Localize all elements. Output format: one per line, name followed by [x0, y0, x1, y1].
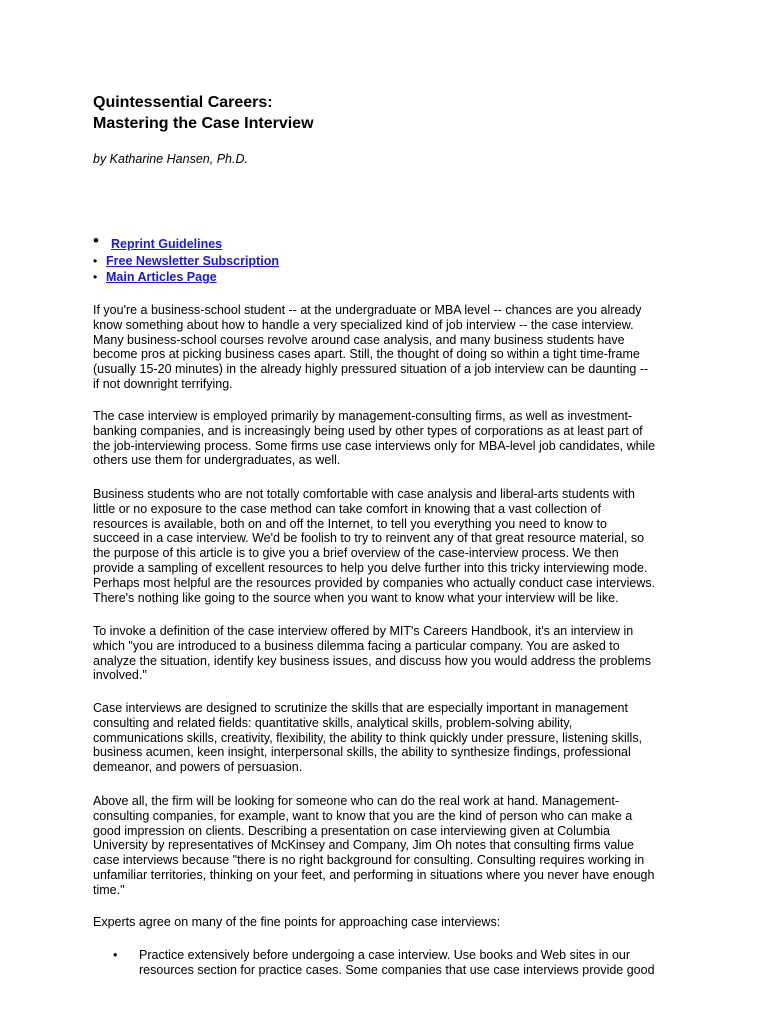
paragraph-experts — [93, 915, 683, 930]
text-line: Business students who are not totally comfortable with case analysis and liberal-arts students with — [93, 487, 635, 501]
text-line: communications skills, creativity, flexibility, the ability to think quickly under pressure, listening skills, — [93, 730, 643, 745]
text-line: succeed in a case interview. We'd be foolish to try to reinvent any of that great resource material, so — [93, 531, 645, 546]
text-line: others use them for undergraduates, as well. — [93, 453, 341, 468]
text-line: Practice extensively before undergoing a case interview. Use books and Web sites in our — [139, 948, 631, 962]
text-line: become pros at picking business cases apart. Still, the thought of doing so within a tight time-frame — [93, 347, 640, 362]
text-line: little or no exposure to the case method can take comfort in knowing that a vast collection of — [93, 501, 601, 516]
text-line: if not downright terrifying. — [93, 376, 233, 391]
text-line: Experts agree on many of the fine points for approaching case interviews: — [93, 915, 501, 929]
newsletter-subscription-link[interactable]: Free Newsletter Subscription — [106, 254, 279, 268]
main-articles-link[interactable]: Main Articles Page — [106, 270, 217, 284]
text-line: provide a sampling of excellent resources to help you delve further into this tricky interviewing mode. — [93, 560, 648, 575]
text-line: know something about how to handle a very specialized kind of job interview -- the case interview. — [93, 317, 634, 332]
paragraph-real-work — [93, 794, 683, 898]
text-line: involved." — [93, 668, 147, 683]
text-line: Many business-school courses revolve around case analysis, and many business students have — [93, 332, 625, 347]
bullet-icon: • — [93, 254, 98, 268]
paragraph-employment — [93, 409, 683, 468]
text-line: time." — [93, 882, 125, 897]
paragraph-resources — [93, 487, 683, 605]
text-line: resources is available, both on and off the Internet, to tell you everything you need to know to — [93, 516, 607, 531]
text-line: good impression on clients. Describing a presentation on case interviewing given at Columbia — [93, 823, 610, 838]
title-line-1: Quintessential Careers: — [93, 94, 273, 111]
text-line: which "you are introduced to a business dilemma facing a particular company. You are asked to — [93, 638, 620, 653]
paragraph-definition — [93, 624, 683, 683]
text-line: consulting companies, for example, want to know that you are the kind of person who can make a — [93, 808, 633, 823]
text-line: the purpose of this article is to give you a brief overview of the case-interview process. We then — [93, 546, 619, 561]
text-line: analyze the situation, identify key business issues, and discuss how you would address the problems — [93, 653, 651, 668]
paragraph-skills — [93, 701, 683, 775]
text-line: banking companies, and is increasingly being used by other types of corporations as at least part of — [93, 423, 643, 438]
text-line: (usually 15-20 minutes) in the already highly pressured situation of a job interview can be daunting -- — [93, 362, 649, 377]
author-byline: by Katharine Hansen, Ph.D. — [93, 152, 248, 166]
list-item — [113, 948, 683, 978]
tips-list — [113, 948, 683, 978]
text-line: Perhaps most helpful are the resources provided by companies who actually conduct case interviews. — [93, 575, 656, 590]
text-line: case interviews because "there is no right background for consulting. Consulting requires working in — [93, 853, 645, 868]
text-line: University by representatives of McKinsey and Company, Jim Oh notes that consulting firms value — [93, 838, 634, 853]
text-line: If you're a business-school student -- at the undergraduate or MBA level -- chances are you already — [93, 303, 642, 317]
bullet-icon: • — [93, 270, 98, 284]
text-line: business acumen, keen insight, interpersonal skills, the ability to synthesize findings, professional — [93, 745, 631, 760]
text-line: resources section for practice cases. Some companies that use case interviews provide good — [139, 963, 655, 977]
text-line: Above all, the firm will be looking for someone who can do the real work at hand. Management- — [93, 794, 619, 808]
text-line: the job-interviewing process. Some firms use case interviews only for MBA-level job candidates, while — [93, 438, 656, 453]
paragraph-intro — [93, 303, 683, 392]
reprint-guidelines-link[interactable]: Reprint Guidelines — [111, 237, 223, 251]
text-line: Case interviews are designed to scrutinize the skills that are especially important in management — [93, 701, 628, 715]
title-line-2: Mastering the Case Interview — [93, 115, 314, 132]
text-line: The case interview is employed primarily by management-consulting firms, as well as investment- — [93, 409, 633, 423]
article-title — [93, 92, 314, 134]
bullet-icon: • — [113, 948, 118, 962]
text-line: There's nothing like going to the source when you want to know what your interview will be like. — [93, 590, 619, 605]
bullet-icon: • — [93, 231, 99, 250]
text-line: demeanor, and powers of persuasion. — [93, 760, 303, 775]
text-line: To invoke a definition of the case interview offered by MIT's Careers Handbook, it's an interview in — [93, 624, 634, 638]
text-line: consulting and related fields: quantitative skills, analytical skills, problem-solving ability, — [93, 715, 573, 730]
text-line: unfamiliar territories, thinking on your feet, and performing in situations where you never have enough — [93, 867, 655, 882]
